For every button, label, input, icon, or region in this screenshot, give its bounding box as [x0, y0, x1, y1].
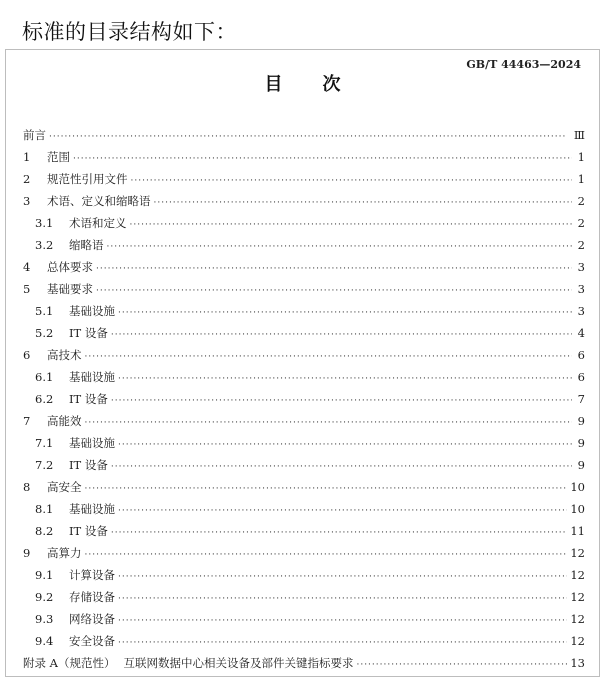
toc-entry-page: 7: [577, 392, 585, 406]
toc-entry-title: IT 设备: [69, 524, 108, 538]
toc-entry[interactable]: [23, 457, 585, 479]
dot-leader: [356, 660, 567, 670]
toc-entry[interactable]: [23, 193, 585, 215]
toc-entry-page: 1: [577, 150, 585, 164]
toc-entry-title: 互联网数据中心相关设备及部件关键指标要求: [123, 656, 354, 670]
toc-entry[interactable]: [23, 391, 585, 413]
toc-entry[interactable]: [23, 215, 585, 237]
dot-leader: [118, 308, 572, 318]
toc-entry[interactable]: [23, 281, 585, 303]
standard-code: GB/T 44463—2024: [466, 58, 581, 71]
toc-entry-number: 3.1: [35, 216, 54, 230]
toc-entry[interactable]: [23, 633, 585, 655]
dot-leader: [85, 352, 573, 362]
dot-leader: [118, 440, 572, 450]
toc-entry[interactable]: [23, 347, 585, 369]
dot-leader: [130, 220, 573, 230]
toc-entry-title: 高算力: [47, 546, 82, 560]
toc-entry-title: 计算设备: [69, 568, 115, 582]
toc-entry-title: 基础设施: [69, 304, 115, 318]
toc-entry[interactable]: [23, 611, 585, 633]
dot-leader: [118, 572, 567, 582]
toc-entry[interactable]: [23, 589, 585, 611]
toc-entry[interactable]: [23, 545, 585, 567]
toc-entry-number: 5: [23, 282, 31, 296]
toc-entry[interactable]: [23, 479, 585, 501]
dot-leader: [96, 264, 572, 274]
dot-leader: [111, 528, 567, 538]
toc-entry-number: 3.2: [35, 238, 54, 252]
toc-entry-page: 3: [577, 282, 585, 296]
toc-entry-number: 8.2: [35, 524, 54, 538]
dot-leader: [85, 418, 573, 428]
caption-text: 标准的目录结构如下：: [22, 20, 237, 44]
table-of-contents: [23, 127, 585, 677]
toc-entry-page: 2: [577, 194, 585, 208]
toc-entry-number: 6.2: [35, 392, 54, 406]
toc-entry-page: 9: [577, 414, 585, 428]
toc-entry-title: 术语、定义和缩略语: [47, 194, 151, 208]
dot-leader: [85, 550, 568, 560]
dot-leader: [111, 462, 572, 472]
toc-entry-number: 5.1: [35, 304, 54, 318]
toc-entry-number: 3: [23, 194, 31, 208]
toc-entry-title: 安全设备: [69, 634, 115, 648]
toc-entry-number: 7.2: [35, 458, 54, 472]
toc-entry-page: Ⅲ: [573, 128, 585, 142]
toc-entry[interactable]: [23, 435, 585, 457]
toc-entry-title: 术语和定义: [69, 216, 127, 230]
toc-entry[interactable]: [23, 127, 585, 149]
toc-entry-title: 前言: [23, 128, 46, 142]
toc-entry-number: 6: [23, 348, 31, 362]
page-title: 目次: [264, 74, 381, 95]
toc-entry-number: 9.2: [35, 590, 54, 604]
dot-leader: [73, 154, 572, 164]
toc-entry-number: 附录 A（规范性）: [23, 656, 116, 670]
toc-entry-number: 7: [23, 414, 31, 428]
dot-leader: [111, 330, 572, 340]
toc-entry-title: IT 设备: [69, 392, 108, 406]
toc-entry-title: IT 设备: [69, 326, 108, 340]
toc-entry-title: 存储设备: [69, 590, 115, 604]
toc-entry-title: 总体要求: [47, 260, 93, 274]
toc-entry-title: 规范性引用文件: [47, 172, 128, 186]
toc-entry-title: 网络设备: [69, 612, 115, 626]
dot-leader: [131, 176, 573, 186]
toc-entry-page: 12: [570, 546, 585, 560]
dot-leader: [49, 132, 571, 142]
toc-entry-number: 1: [23, 150, 31, 164]
dot-leader: [154, 198, 573, 208]
toc-entry[interactable]: [23, 523, 585, 545]
toc-entry-title: 高能效: [47, 414, 82, 428]
toc-entry-page: 13: [570, 656, 585, 670]
toc-entry-number: 8: [23, 480, 31, 494]
toc-entry-page: 12: [570, 612, 585, 626]
toc-entry-title: IT 设备: [69, 458, 108, 472]
toc-entry-number: 6.1: [35, 370, 54, 384]
toc-entry[interactable]: [23, 501, 585, 523]
toc-entry-page: 1: [577, 172, 585, 186]
toc-entry-page: 3: [577, 260, 585, 274]
toc-entry[interactable]: [23, 655, 585, 677]
toc-entry-page: 4: [577, 326, 585, 340]
toc-entry-page: 12: [570, 568, 585, 582]
toc-entry-page: 6: [577, 370, 585, 384]
dot-leader: [118, 616, 567, 626]
toc-entry-title: 缩略语: [69, 238, 104, 252]
toc-entry-title: 范围: [47, 150, 70, 164]
toc-entry[interactable]: [23, 259, 585, 281]
toc-entry[interactable]: [23, 413, 585, 435]
dot-leader: [118, 594, 567, 604]
toc-entry-page: 6: [577, 348, 585, 362]
dot-leader: [118, 374, 572, 384]
toc-entry-page: 2: [577, 216, 585, 230]
toc-entry[interactable]: [23, 325, 585, 347]
toc-entry-page: 9: [577, 436, 585, 450]
toc-entry-number: 9.4: [35, 634, 54, 648]
toc-entry-page: 12: [570, 590, 585, 604]
dot-leader: [96, 286, 572, 296]
toc-entry-title: 基础设施: [69, 370, 115, 384]
dot-leader: [118, 638, 567, 648]
toc-entry-title: 基础要求: [47, 282, 93, 296]
toc-entry-title: 高安全: [47, 480, 82, 494]
toc-entry-number: 8.1: [35, 502, 54, 516]
document-page: [5, 49, 600, 677]
toc-entry[interactable]: [23, 303, 585, 325]
dot-leader: [107, 242, 573, 252]
toc-entry-number: 7.1: [35, 436, 54, 450]
toc-entry[interactable]: [23, 567, 585, 589]
toc-entry-page: 2: [577, 238, 585, 252]
toc-entry-number: 4: [23, 260, 31, 274]
toc-entry-title: 基础设施: [69, 436, 115, 450]
toc-entry-number: 5.2: [35, 326, 54, 340]
toc-entry-page: 10: [570, 480, 585, 494]
toc-entry-number: 9: [23, 546, 31, 560]
dot-leader: [118, 506, 567, 516]
toc-entry[interactable]: [23, 171, 585, 193]
dot-leader: [111, 396, 572, 406]
toc-entry-number: 9.3: [35, 612, 54, 626]
toc-entry-page: 9: [577, 458, 585, 472]
dot-leader: [85, 484, 568, 494]
toc-entry-page: 12: [570, 634, 585, 648]
toc-entry-title: 基础设施: [69, 502, 115, 516]
toc-entry-page: 11: [570, 524, 585, 538]
toc-entry[interactable]: [23, 369, 585, 391]
toc-entry-title: 高技术: [47, 348, 82, 362]
toc-entry[interactable]: [23, 149, 585, 171]
toc-entry-number: 2: [23, 172, 31, 186]
toc-entry-page: 10: [570, 502, 585, 516]
toc-entry-page: 3: [577, 304, 585, 318]
toc-entry-number: 9.1: [35, 568, 54, 582]
toc-entry[interactable]: [23, 237, 585, 259]
